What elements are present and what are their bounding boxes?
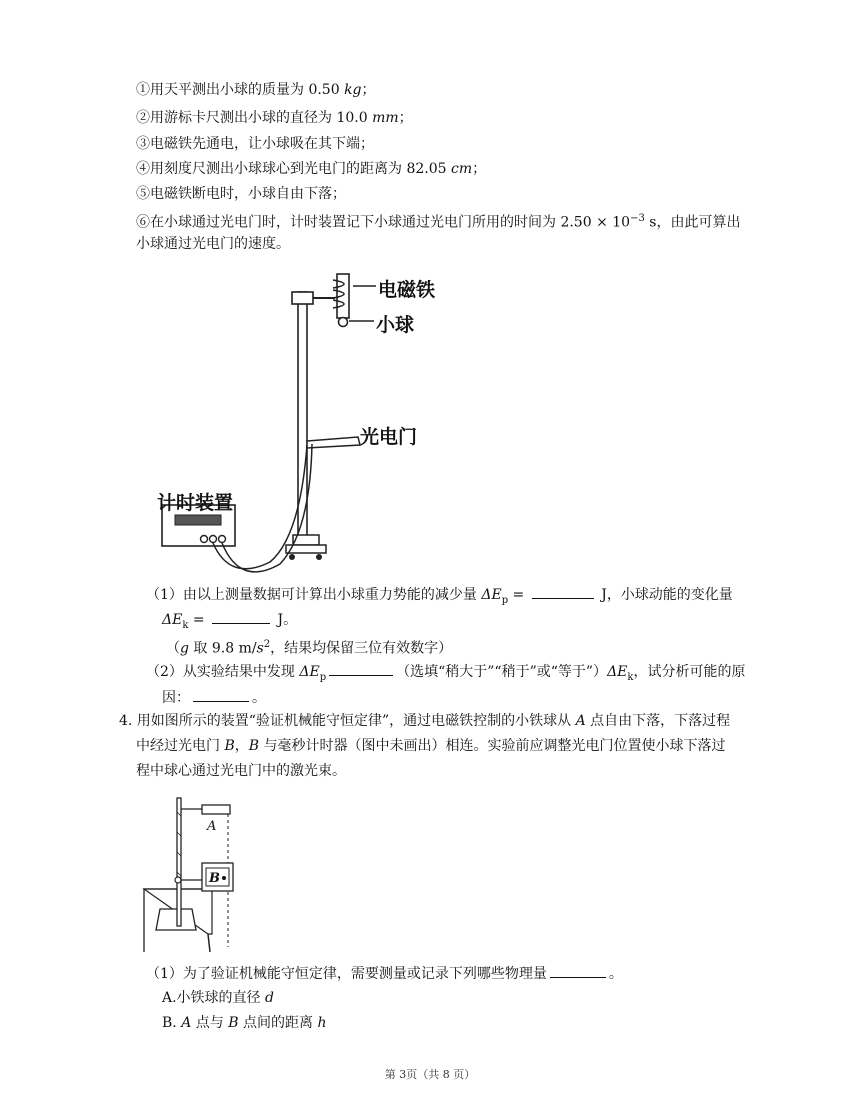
- step-4: ④用刻度尺测出小球球心到光电门的距离为 82.05 cm；: [136, 161, 487, 177]
- option-b: B. A 点与 B 点间的距离 h: [162, 1015, 327, 1031]
- problem-4-line-2: 中经过光电门 B，B 与毫秒计时器（图中未画出）相连。实验前应调整光电门位置使小球下落过: [136, 738, 726, 754]
- problem-4-line-3: 程中球心通过光电门中的激光束。: [136, 763, 346, 779]
- q2-line-2: 因： 。: [162, 687, 266, 708]
- electromagnet-label: 电磁铁: [378, 279, 436, 301]
- clamp: [292, 292, 313, 304]
- answer-blank-reason[interactable]: [193, 687, 249, 702]
- p4-q1-line: （1）为了验证机械能守恒定律，需要测量或记录下列哪些物理量 。: [146, 963, 623, 984]
- answer-blank-compare[interactable]: [329, 661, 393, 676]
- q1-line-2: $\Delta E_k = J$。: [162, 609, 297, 636]
- photogate: [307, 437, 360, 448]
- answer-blank-quantities[interactable]: [550, 963, 606, 978]
- photogate-label: 光电门: [360, 426, 418, 448]
- answer-blank-dEp[interactable]: [532, 584, 594, 599]
- stand-pole-2: [177, 798, 181, 926]
- problem-4-line-1: 4. 用如图所示的装置“验证机械能守恒定律”，通过电磁铁控制的小铁球从 A 点自由下落，下落过程: [119, 713, 731, 729]
- q2-line-1: （2）从实验结果中发现 $\Delta E_p$ （选填“稍大于”“稍于”或“等于$”)\Delta E_k$，试分析可能的原: [146, 661, 745, 688]
- timer-label: 计时装置: [157, 492, 234, 514]
- ball: [339, 318, 348, 327]
- point-b-label: B: [209, 871, 220, 886]
- step-5: ⑤电磁铁断电时，小球自由下落；: [136, 186, 346, 202]
- point-a-label: A: [207, 819, 217, 834]
- q1-line-1: （1）由以上测量数据可计算出小球重力势能的减少量 $\Delta E_p = J$，小球动能的变化量: [146, 584, 733, 611]
- electromagnet-2: [202, 805, 230, 814]
- step-6-line-2: 小球通过光电门的速度。: [136, 236, 290, 252]
- option-a: A.小铁球的直径 d: [162, 990, 274, 1006]
- page-footer: 第 3页（共 8 页）: [384, 1068, 476, 1081]
- stand-base-2: [156, 909, 196, 930]
- step-1: ①用天平测出小球的质量为 0.50 kg；: [136, 82, 376, 98]
- q1-note: （g 取 9.8 $m/s^2$，结果均保留三位有效数字）: [166, 639, 453, 657]
- step-6-line-1: ⑥在小球通过光电门时，计时装置记下小球通过光电门所用的时间为 $2.50 \times 10^{-3}$ s，由此可算出: [136, 213, 741, 231]
- step-2: ②用游标卡尺测出小球的直径为 10.0 mm；: [136, 110, 413, 126]
- ball-label: 小球: [376, 314, 415, 336]
- timer-display: [175, 515, 221, 525]
- answer-blank-dEk[interactable]: [212, 609, 270, 624]
- step-3: ③电磁铁先通电，让小球吸在其下端；: [136, 136, 374, 152]
- photogate-setup-figure: [140, 792, 240, 952]
